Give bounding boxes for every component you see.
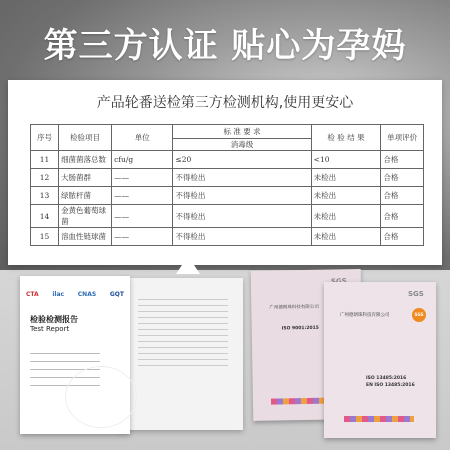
cell-no: 15 xyxy=(31,228,59,246)
sgs-certificate-front xyxy=(324,282,436,438)
cell-item: 细菌菌落总数 xyxy=(59,151,112,169)
cert-company: 广州德朗珠科技有限公司 xyxy=(340,313,390,318)
cell-result: 未检出 xyxy=(311,187,381,205)
card-title: 产品轮番送检第三方检测机构,使用更安心 xyxy=(96,95,354,111)
callout-pointer xyxy=(176,256,200,274)
cnas-logo: CNAS xyxy=(77,290,97,298)
table-row xyxy=(31,169,424,187)
cell-eval: 合格 xyxy=(381,205,424,228)
table-row xyxy=(31,151,424,169)
cell-unit: —— xyxy=(112,187,173,205)
col-std-sub: 消毒级 xyxy=(173,139,311,151)
cell-eval: 合格 xyxy=(381,228,424,246)
table-row xyxy=(31,228,424,246)
cell-no: 13 xyxy=(31,187,59,205)
col-item: 检验项目 xyxy=(59,125,112,151)
cert-company: 广州德朗珠科技有限公司 xyxy=(269,304,319,311)
cell-std: 不得检出 xyxy=(173,169,311,187)
cert-iso-en: EN ISO 13485:2016 xyxy=(366,383,415,388)
cell-eval: 合格 xyxy=(381,169,424,187)
cert-iso: ISO 13485:2016 xyxy=(366,376,407,381)
test-result-table xyxy=(30,124,424,246)
col-eval: 单项评价 xyxy=(381,125,424,151)
ilac-logo: ilac xyxy=(52,290,65,298)
cell-no: 12 xyxy=(31,169,59,187)
sgs-badge-icon: SGS xyxy=(412,308,426,322)
accreditation-logos xyxy=(26,288,124,300)
cell-std: 不得检出 xyxy=(173,187,311,205)
cell-result: 未检出 xyxy=(311,228,381,246)
cell-std: 不得检出 xyxy=(173,228,311,246)
cell-item: 溶血性链球菌 xyxy=(59,228,112,246)
cell-std: ≤20 xyxy=(173,151,311,169)
table-header-row xyxy=(31,125,424,139)
gqt-logo: GQT xyxy=(109,290,124,298)
cell-unit: —— xyxy=(112,205,173,228)
table-row xyxy=(31,187,424,205)
report-title-en: Test Report xyxy=(30,325,70,333)
cell-unit: cfu/g xyxy=(112,151,173,169)
cell-eval: 合格 xyxy=(381,187,424,205)
cell-item: 绿脓杆菌 xyxy=(59,187,112,205)
cell-unit: —— xyxy=(112,228,173,246)
cell-result: <10 xyxy=(311,151,381,169)
cell-result: 未检出 xyxy=(311,169,381,187)
test-report-document xyxy=(20,276,130,434)
col-result: 检 验 结 果 xyxy=(311,125,381,151)
report-title-cn: 检验检测报告 xyxy=(30,315,78,324)
cell-item: 大肠菌群 xyxy=(59,169,112,187)
cell-unit: —— xyxy=(112,169,173,187)
cell-eval: 合格 xyxy=(381,151,424,169)
col-std: 标 准 要 求 xyxy=(173,125,311,139)
sgs-logo: SGS xyxy=(408,290,424,298)
watermark-ring xyxy=(65,366,137,428)
test-result-card xyxy=(8,80,442,265)
cert-stripe xyxy=(344,416,414,422)
col-no: 序号 xyxy=(31,125,59,151)
headline: 第三方认证 贴心为孕妈 xyxy=(43,26,407,66)
col-unit: 单位 xyxy=(112,125,173,151)
cell-no: 11 xyxy=(31,151,59,169)
cta-logo: CTA xyxy=(26,290,39,298)
cert-iso: ISO 9001:2015 xyxy=(281,325,319,332)
cell-item: 金黄色葡萄球菌 xyxy=(59,205,112,228)
cell-no: 14 xyxy=(31,205,59,228)
cell-std: 不得检出 xyxy=(173,205,311,228)
table-row xyxy=(31,205,424,228)
report-back-page xyxy=(118,278,243,430)
report-back-lines xyxy=(138,294,228,366)
cell-result: 未检出 xyxy=(311,205,381,228)
